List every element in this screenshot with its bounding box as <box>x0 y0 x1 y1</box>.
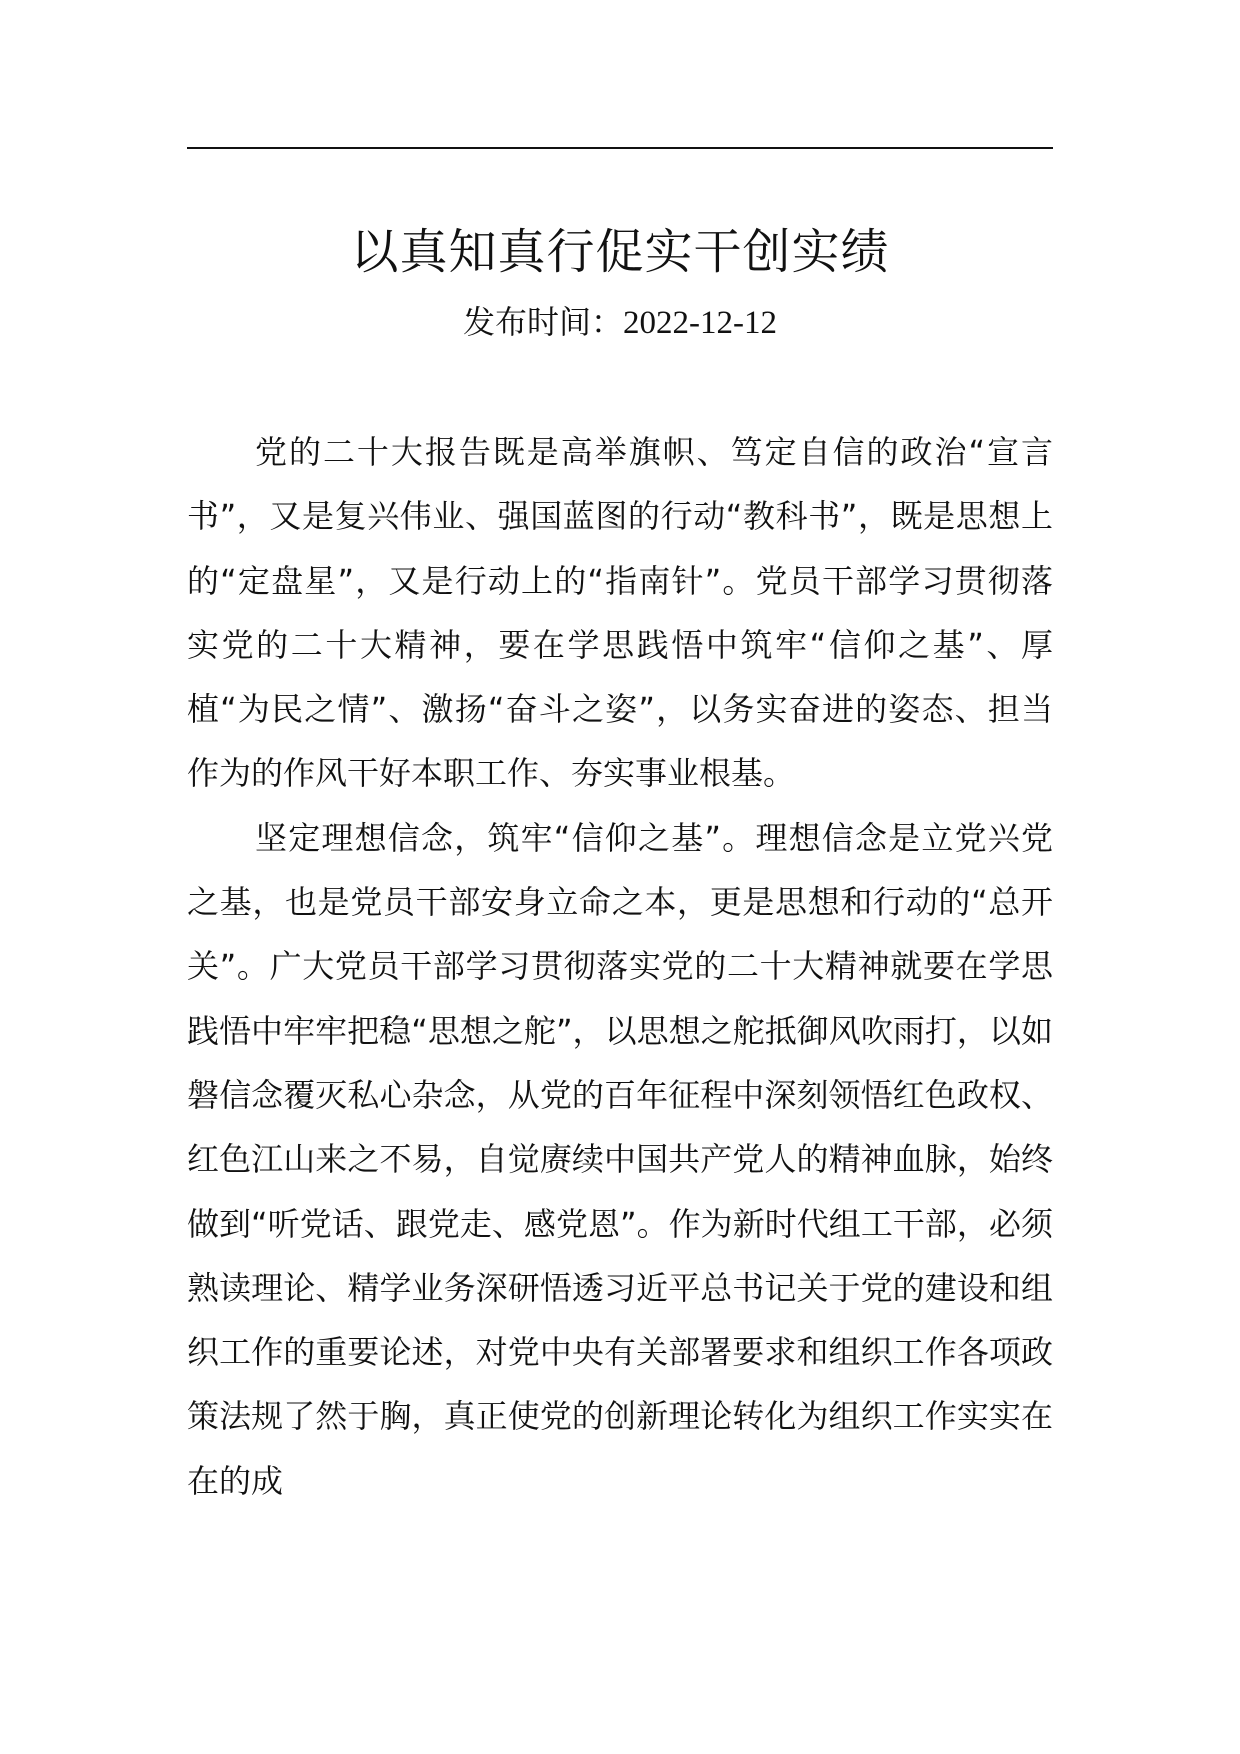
body-paragraph: 党的二十大报告既是高举旗帜、笃定自信的政治“宣言书”，又是复兴伟业、强国蓝图的行动“教科书”，既是思想上的“定盘星”，又是行动上的“指南针”。党员干部学习贯彻落实党的二十大精神，要在学思践悟中筑牢“信仰之基”、厚植“为民之情”、激扬“奋斗之姿”，以务实奋进的姿态、担当作为的作风干好本职工作、夯实事业根基。 <box>187 433 1053 793</box>
document-title: 以真知真行促实干创实绩 <box>350 224 890 280</box>
publish-date-value: 2022-12-12 <box>623 305 777 341</box>
publish-date-line <box>187 300 1053 345</box>
article-body <box>187 420 1053 1513</box>
body-paragraph: 坚定理想信念，筑牢“信仰之基”。理想信念是立党兴党之基，也是党员干部安身立命之本，更是思想和行动的“总开关”。广大党员干部学习贯彻落实党的二十大精神就要在学思践悟中牢牢把稳“思想之舵”，以思想之舵抵御风吹雨打，以如磐信念覆灭私心杂念，从党的百年征程中深刻领悟红色政权、红色江山来之不易，自觉赓续中国共产党人的精神血脉，始终做到“听党话、跟党走、感党恩”。作为新时代组工干部，必须熟读理论、精学业务深研悟透习近平总书记关于党的建设和组织工作的重要论述，对党中央有关部署要求和组织工作各项政策法规了然于胸，真正使党的创新理论转化为组织工作实实在在的成 <box>187 818 1053 1500</box>
header-rule <box>187 147 1053 149</box>
publish-date-label: 发布时间： <box>463 303 624 341</box>
